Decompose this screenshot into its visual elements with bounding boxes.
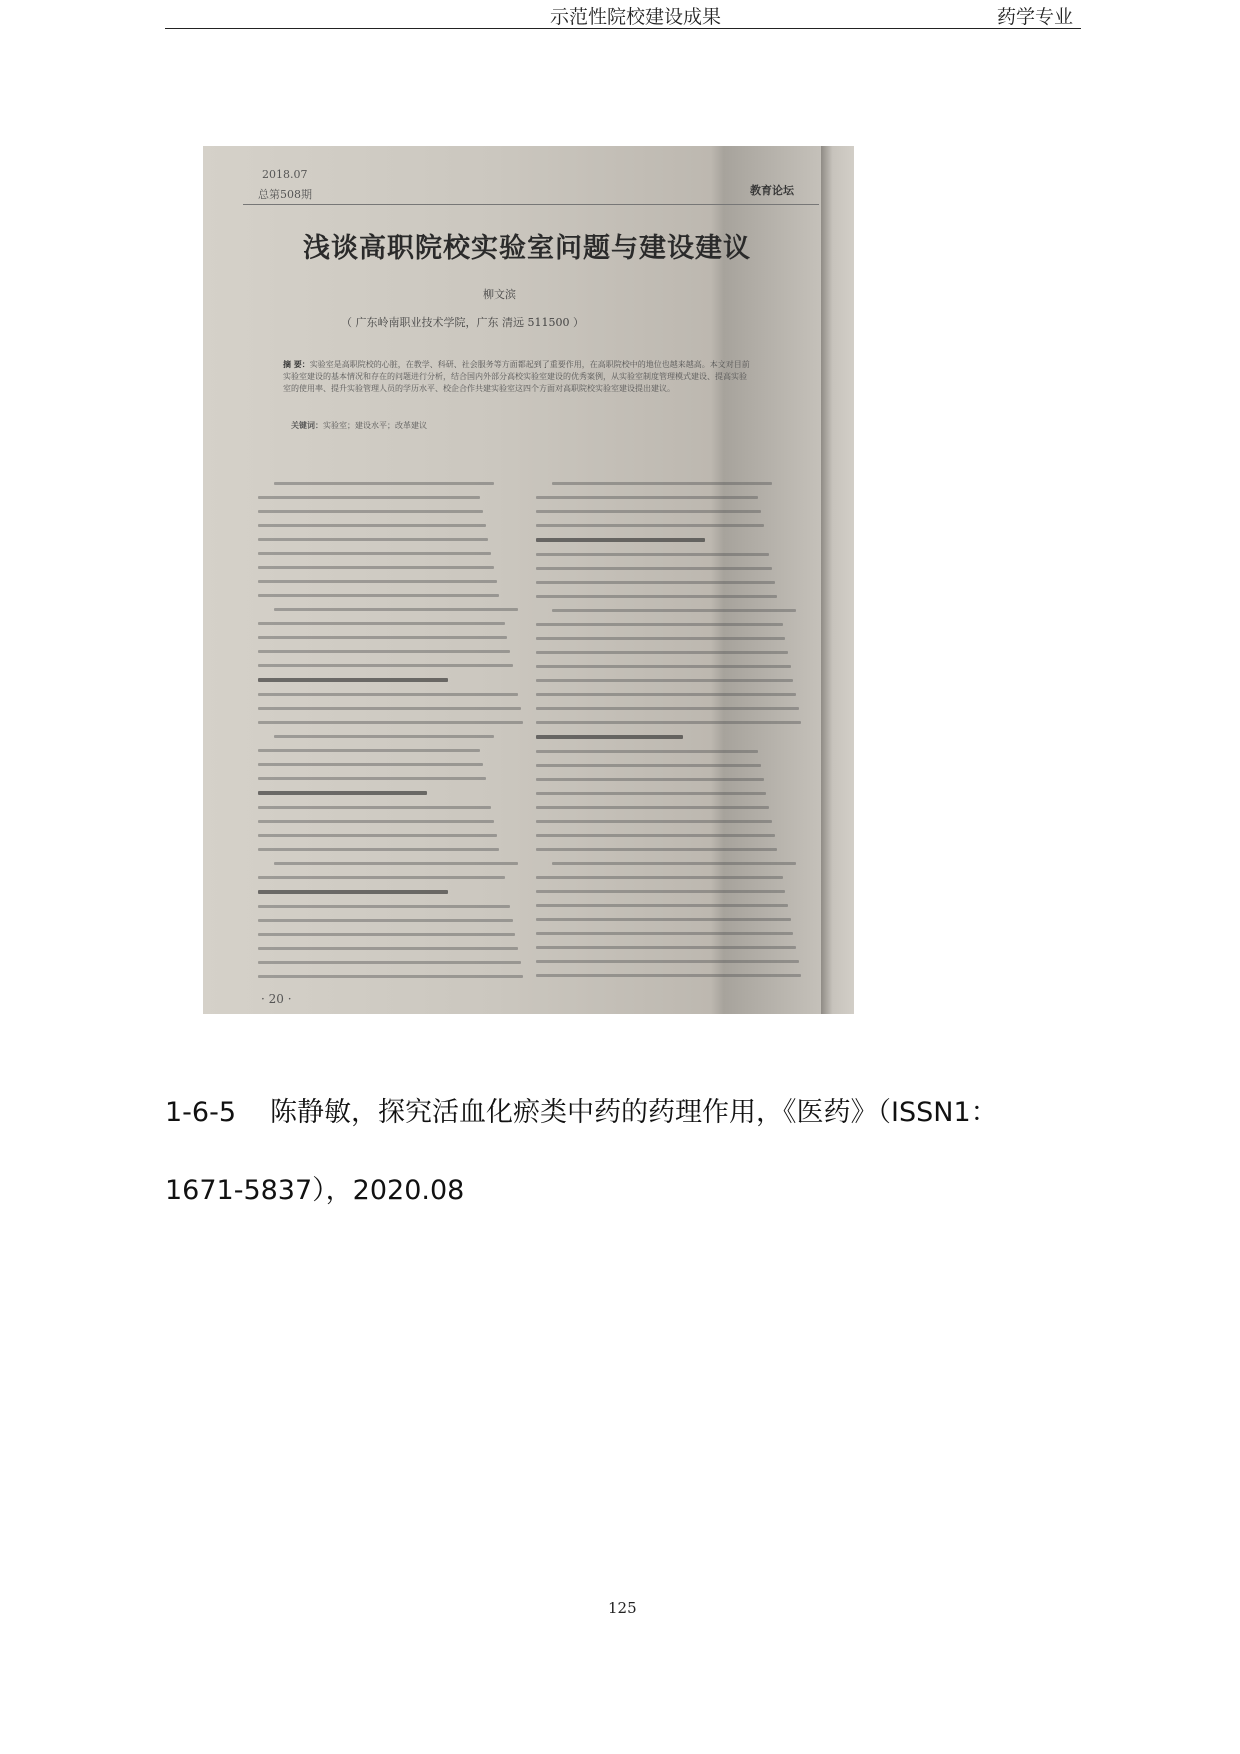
blurred-text-line xyxy=(258,580,497,583)
blurred-text-line xyxy=(536,665,791,668)
journal-header-rule xyxy=(243,204,819,205)
journal-page-number: · 20 · xyxy=(261,992,292,1006)
keywords-text: 实验室；建设水平；改革建议 xyxy=(323,421,427,430)
article-body-left-column xyxy=(258,482,526,982)
blurred-text-line xyxy=(258,820,494,823)
blurred-text-line xyxy=(536,735,683,739)
page-fold xyxy=(821,146,854,1014)
footer-page-number: 125 xyxy=(608,1599,637,1617)
blurred-text-line xyxy=(536,553,769,556)
blurred-text-line xyxy=(536,946,796,949)
header-department: 药学专业 xyxy=(996,6,1073,28)
blurred-text-line xyxy=(258,510,483,513)
blurred-text-line xyxy=(258,848,499,851)
blurred-text-line xyxy=(536,707,799,710)
blurred-text-line xyxy=(274,482,494,485)
issue-date: 2018.07 xyxy=(262,168,308,181)
blurred-text-line xyxy=(536,567,772,570)
blurred-text-line xyxy=(258,961,521,964)
blurred-text-line xyxy=(536,974,801,977)
blurred-text-line xyxy=(536,820,772,823)
citation-text: 陈静敏，探究活血化瘀类中药的药理作用，《医药》（ISSN1： xyxy=(270,1097,998,1128)
blurred-text-line xyxy=(258,636,507,639)
journal-page-photo xyxy=(203,146,854,1014)
blurred-text-line xyxy=(258,890,448,894)
blurred-text-line xyxy=(536,651,788,654)
blurred-text-line xyxy=(258,919,513,922)
blurred-text-line xyxy=(274,735,494,738)
article-body-right-column xyxy=(536,482,804,982)
blurred-text-line xyxy=(536,806,769,809)
citation-line-2: 1671-5837），2020.08 xyxy=(165,1175,465,1206)
blurred-text-line xyxy=(258,552,491,555)
abstract-label: 摘 要： xyxy=(283,359,310,369)
blurred-text-line xyxy=(536,764,761,767)
blurred-text-line xyxy=(258,777,486,780)
blurred-text-line xyxy=(536,595,777,598)
blurred-text-line xyxy=(536,792,766,795)
blurred-text-line xyxy=(258,791,427,795)
page-header xyxy=(165,0,1081,29)
blurred-text-line xyxy=(536,876,783,879)
blurred-text-line xyxy=(536,834,775,837)
keywords-label: 关键词： xyxy=(291,420,323,430)
blurred-text-line xyxy=(536,693,796,696)
blurred-text-line xyxy=(258,749,480,752)
blurred-text-line xyxy=(258,707,521,710)
blurred-text-line xyxy=(258,594,499,597)
blurred-text-line xyxy=(536,581,775,584)
blurred-text-line xyxy=(552,482,772,485)
blurred-text-line xyxy=(258,905,510,908)
blurred-text-line xyxy=(536,932,793,935)
blurred-text-line xyxy=(258,834,497,837)
citation-line-1 xyxy=(165,1090,998,1129)
blurred-text-line xyxy=(258,933,515,936)
blurred-text-line xyxy=(536,848,777,851)
blurred-text-line xyxy=(258,721,523,724)
blurred-text-line xyxy=(258,524,486,527)
abstract-text: 实验室是高职院校的心脏，在教学、科研、社会服务等方面都起到了重要作用，在高职院校中的地位也越来越高。本文对目前实验室建设的基本情况和存在的问题进行分析，结合国内外部分高校实验室建设的优秀案例，从实验室制度管理模式建设、提高实验室的使用率、提升实验管理人员的学历水平、校企合作共建实验室这四个方面对高职院校实验室建设提出建议。 xyxy=(283,360,750,393)
blurred-text-line xyxy=(552,862,796,865)
blurred-text-line xyxy=(536,496,758,499)
blurred-text-line xyxy=(258,496,480,499)
journal-section: 教育论坛 xyxy=(750,184,794,197)
blurred-text-line xyxy=(536,510,761,513)
blurred-text-line xyxy=(258,650,510,653)
blurred-text-line xyxy=(258,622,505,625)
article-keywords xyxy=(291,420,427,431)
article-abstract xyxy=(283,358,753,395)
blurred-text-line xyxy=(536,679,793,682)
blurred-text-line xyxy=(536,524,764,527)
blurred-text-line xyxy=(552,609,796,612)
blurred-text-line xyxy=(536,918,791,921)
blurred-text-line xyxy=(536,721,801,724)
blurred-text-line xyxy=(258,664,513,667)
header-title: 示范性院校建设成果 xyxy=(550,6,722,28)
issue-number: 总第508期 xyxy=(258,188,312,201)
blurred-text-line xyxy=(536,637,785,640)
blurred-text-line xyxy=(536,623,783,626)
blurred-text-line xyxy=(258,876,505,879)
article-author: 柳文滨 xyxy=(483,288,516,301)
blurred-text-line xyxy=(536,960,799,963)
article-title: 浅谈高职院校实验室问题与建设建议 xyxy=(303,233,751,264)
blurred-text-line xyxy=(258,975,523,978)
blurred-text-line xyxy=(274,862,518,865)
blurred-text-line xyxy=(258,947,518,950)
article-affiliation: （ 广东岭南职业技术学院，广东 清远 511500 ） xyxy=(341,316,584,329)
blurred-text-line xyxy=(536,890,785,893)
blurred-text-line xyxy=(258,538,488,541)
citation-number: 1-6-5 xyxy=(165,1097,237,1128)
blurred-text-line xyxy=(536,750,758,753)
blurred-text-line xyxy=(536,778,764,781)
blurred-text-line xyxy=(274,608,518,611)
blurred-text-line xyxy=(536,904,788,907)
blurred-text-line xyxy=(536,538,705,542)
blurred-text-line xyxy=(258,693,518,696)
blurred-text-line xyxy=(258,763,483,766)
blurred-text-line xyxy=(258,806,491,809)
blurred-text-line xyxy=(258,678,448,682)
blurred-text-line xyxy=(258,566,494,569)
